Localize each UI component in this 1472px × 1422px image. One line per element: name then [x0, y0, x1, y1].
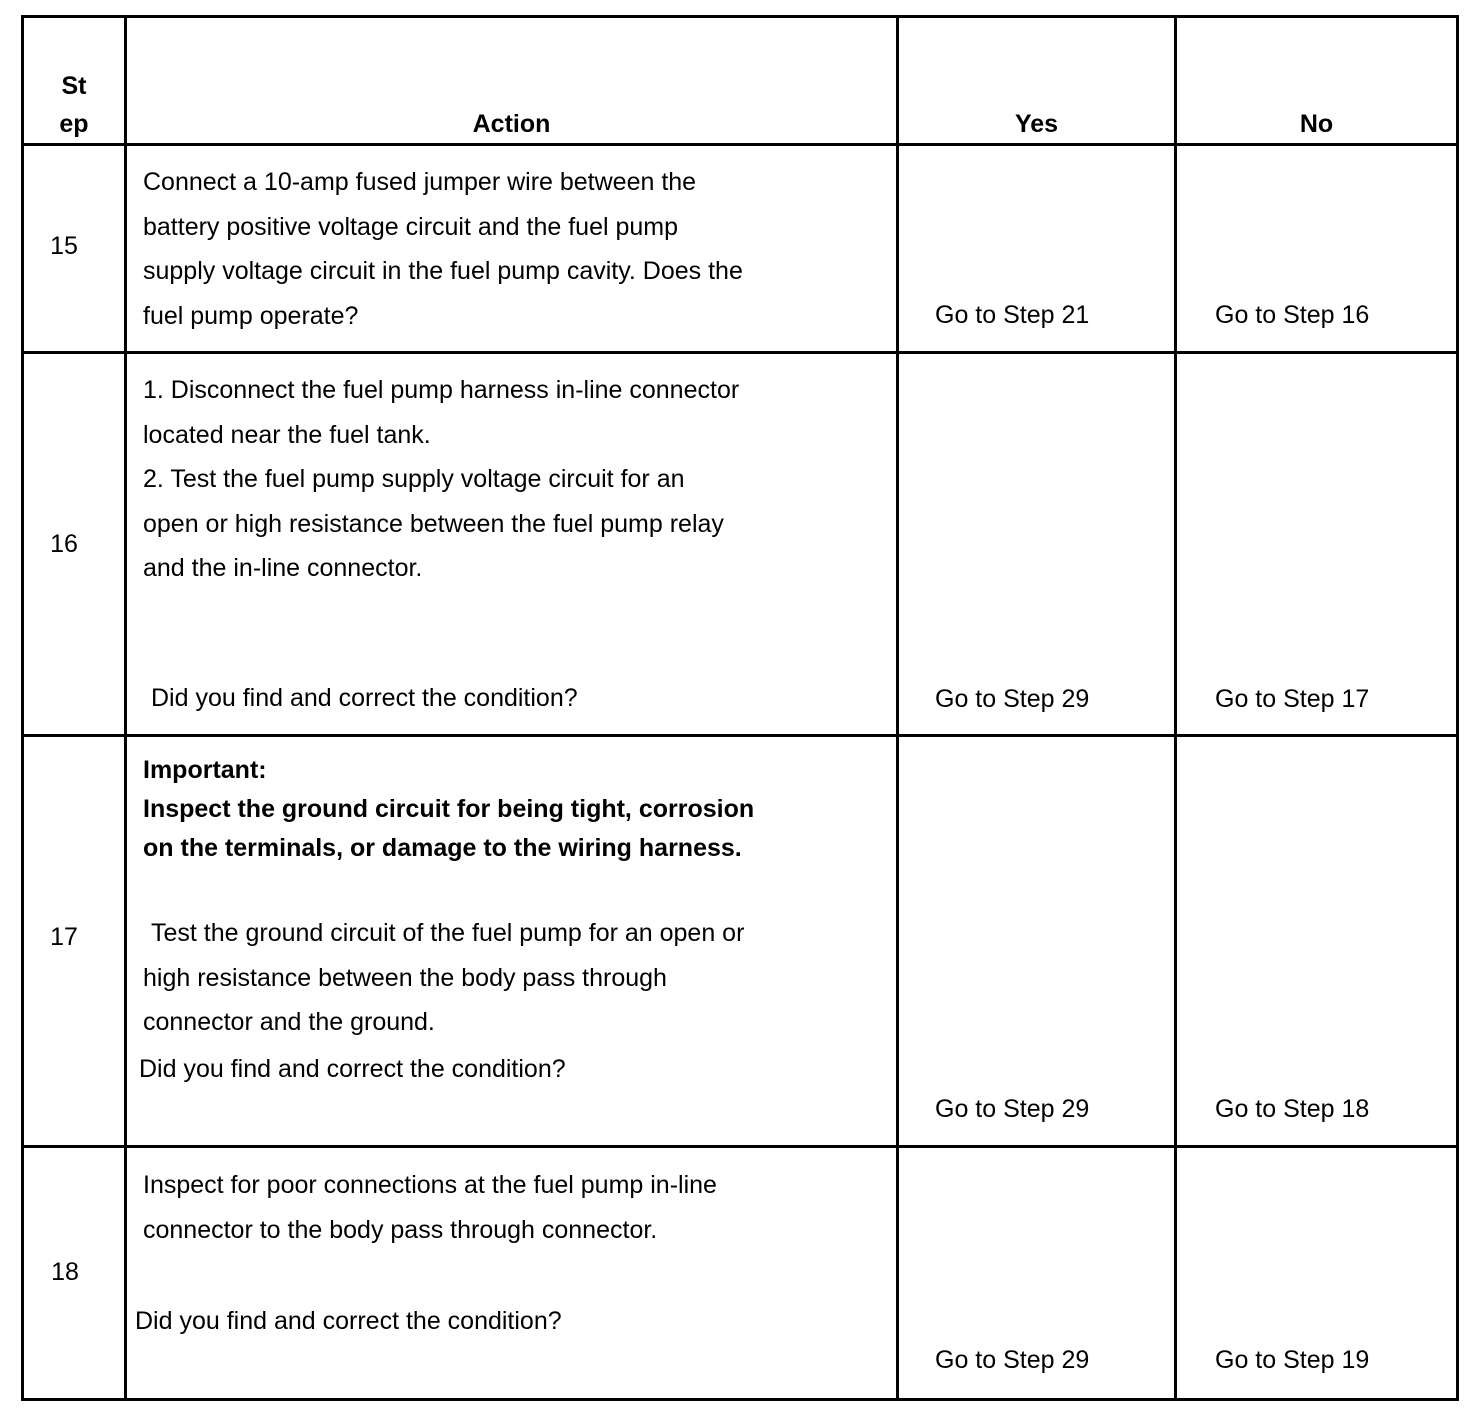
- header-no: No: [1176, 17, 1458, 145]
- step-cell: [23, 736, 126, 1147]
- action-line: high resistance between the body pass through: [143, 963, 667, 992]
- action-question: Did you find and correct the condition?: [151, 684, 578, 712]
- action-line: and the in-line connector.: [143, 554, 423, 582]
- yes-cell: [898, 353, 1176, 736]
- yes-cell: [898, 1147, 1176, 1400]
- yes-goto: Go to Step 29: [935, 1095, 1090, 1123]
- action-line: fuel pump operate?: [143, 301, 359, 330]
- action-line: Test the ground circuit of the fuel pump for an open or: [151, 919, 745, 947]
- no-goto: Go to Step 17: [1215, 685, 1370, 713]
- action-line: open or high resistance between the fuel pump relay: [143, 509, 724, 538]
- step-number: 17: [50, 923, 78, 951]
- action-line: Inspect for poor connections at the fuel pump in-line: [143, 1171, 717, 1199]
- action-line: battery positive voltage circuit and the fuel pump: [143, 212, 679, 241]
- action-cell: [126, 145, 898, 353]
- table-row: [23, 736, 1458, 1147]
- action-cell: [126, 353, 898, 736]
- table-row: [23, 1147, 1458, 1400]
- yes-cell: [898, 736, 1176, 1147]
- important-line: on the terminals, or damage to the wiring harness.: [143, 834, 742, 862]
- yes-goto: Go to Step 21: [935, 301, 1090, 329]
- action-line: connector to the body pass through connector.: [143, 1215, 658, 1244]
- yes-goto: Go to Step 29: [935, 685, 1090, 713]
- step-number: 18: [51, 1258, 79, 1286]
- action-cell: [126, 1147, 898, 1400]
- header-step: [23, 17, 126, 145]
- no-cell: [1176, 1147, 1458, 1400]
- action-question: Did you find and correct the condition?: [139, 1055, 566, 1083]
- table-row: [23, 145, 1458, 353]
- action-line: supply voltage circuit in the fuel pump cavity. Does the: [143, 257, 743, 285]
- step-number: 15: [50, 232, 78, 260]
- header-row: [23, 17, 1458, 145]
- no-cell: [1176, 736, 1458, 1147]
- header-action: Action: [126, 17, 898, 145]
- table-row: [23, 353, 1458, 736]
- action-cell: [126, 736, 898, 1147]
- header-step-line1: St: [61, 72, 87, 100]
- no-goto: Go to Step 19: [1215, 1346, 1370, 1374]
- action-line: 1. Disconnect the fuel pump harness in-line connector: [143, 376, 740, 404]
- step-cell: [23, 1147, 126, 1400]
- header-yes: Yes: [898, 17, 1176, 145]
- yes-goto: Go to Step 29: [935, 1346, 1090, 1374]
- action-line: 2. Test the fuel pump supply voltage circuit for an: [143, 465, 685, 493]
- no-cell: [1176, 353, 1458, 736]
- important-line: Inspect the ground circuit for being tight, corrosion: [143, 795, 755, 823]
- action-line: connector and the ground.: [143, 1008, 435, 1036]
- step-cell: [23, 353, 126, 736]
- header-step-line2: ep: [59, 110, 89, 138]
- action-line: Connect a 10-amp fused jumper wire between the: [143, 168, 697, 196]
- no-goto: Go to Step 16: [1215, 301, 1370, 329]
- action-question: Did you find and correct the condition?: [135, 1307, 562, 1335]
- no-cell: [1176, 145, 1458, 353]
- important-label: Important:: [143, 756, 267, 784]
- yes-cell: [898, 145, 1176, 353]
- action-line: located near the fuel tank.: [143, 420, 431, 449]
- step-cell: [23, 145, 126, 353]
- step-number: 16: [50, 530, 78, 558]
- no-goto: Go to Step 18: [1215, 1095, 1370, 1123]
- diagnostic-table: [21, 15, 1459, 1401]
